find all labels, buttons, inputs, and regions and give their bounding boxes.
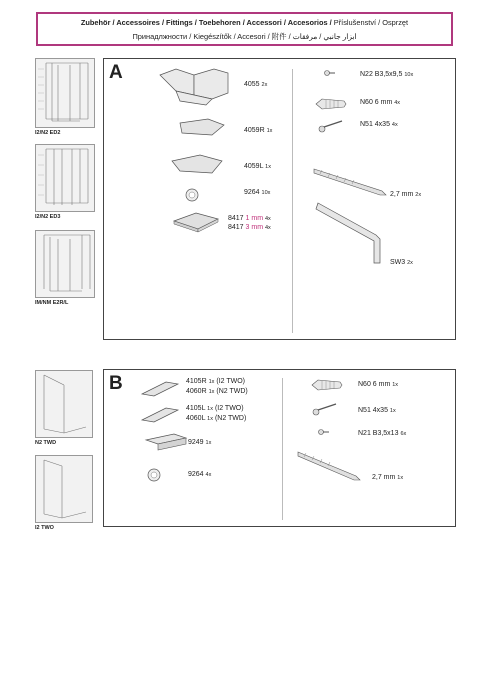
thumbnail-label: N2 TWD bbox=[35, 440, 57, 446]
part-label: 9264 4x bbox=[188, 471, 212, 478]
hardware-label: 2,7 mm 1x bbox=[372, 474, 404, 481]
profile-strip-icon bbox=[140, 406, 180, 424]
wall-plug-icon bbox=[310, 378, 344, 392]
wall-plug-icon bbox=[314, 97, 348, 111]
thumbnail-label: I2/N2 ED3 bbox=[35, 214, 61, 220]
part-label: 4059R 1x bbox=[244, 127, 273, 134]
hardware-label: N22 B3,5x9,5 10x bbox=[360, 71, 414, 78]
accessories-header bbox=[36, 12, 453, 46]
part-label: 9264 10x bbox=[244, 189, 271, 196]
thumbnail-label: I2 TWO bbox=[35, 525, 54, 531]
thumbnail-label: I2/N2 ED2 bbox=[35, 130, 61, 136]
part-label: 4105R 1x (I2 TWO) bbox=[186, 378, 246, 385]
screw-small-icon bbox=[324, 69, 336, 77]
part-label: 8417 1 mm 4x bbox=[228, 215, 271, 222]
seal-strip-right-icon bbox=[178, 117, 226, 137]
panel-a bbox=[103, 58, 456, 340]
seal-strip-left-icon bbox=[170, 153, 224, 175]
hardware-label: N21 B3,5x13 6x bbox=[358, 430, 407, 437]
hardware-label: N60 6 mm 4x bbox=[360, 99, 401, 106]
part-label: 4060R 1x (N2 TWD) bbox=[186, 388, 248, 395]
bracket-icon bbox=[144, 432, 188, 452]
thumbnail-shower-e2r bbox=[35, 230, 95, 298]
panel-b-divider bbox=[282, 378, 283, 520]
drill-bit-icon bbox=[312, 165, 390, 199]
cap-icon bbox=[184, 187, 200, 203]
hardware-label: N51 4x35 1x bbox=[358, 407, 396, 414]
hardware-label: N51 4x35 4x bbox=[360, 121, 398, 128]
corner-profile-icon bbox=[156, 65, 231, 107]
thumbnail-label: IM/NM E2R/L bbox=[35, 300, 69, 306]
thumbnail-shower-ed3 bbox=[35, 144, 95, 212]
thumbnail-shower-i2two bbox=[35, 455, 93, 523]
thumbnail-shower-n2twd bbox=[35, 370, 93, 438]
header-bold-text: Zubehör / Accessoires / Fittings / Toebehoren / Accessori / Accesorios / bbox=[80, 18, 332, 27]
profile-strip-icon bbox=[140, 380, 180, 398]
screw-long-icon bbox=[318, 119, 344, 133]
hardware-label: N60 6 mm 1x bbox=[358, 381, 399, 388]
panel-b bbox=[103, 369, 456, 527]
drill-bit-icon bbox=[296, 448, 364, 484]
part-label: 4060L 1x (N2 TWD) bbox=[186, 415, 247, 422]
spacer-plate-icon bbox=[172, 211, 220, 233]
header-line-2: Принадлжности / Kiegészítők / Accesori / 附件 / ابزار جانبي / مرفقات bbox=[132, 32, 357, 41]
part-label: 4055 2x bbox=[244, 81, 268, 88]
panel-b-letter: B bbox=[109, 373, 123, 394]
panel-a-divider bbox=[292, 69, 293, 333]
hardware-label: SW3 2x bbox=[390, 259, 413, 266]
allen-key-icon bbox=[314, 199, 394, 267]
part-label: 9249 1x bbox=[188, 439, 212, 446]
header-rest-text: Příslušenství / Osprzęt bbox=[331, 18, 409, 27]
screw-long-icon bbox=[312, 402, 338, 416]
panel-a-letter: A bbox=[109, 62, 123, 83]
part-label: 4059L 1x bbox=[244, 163, 271, 170]
header-line-1 bbox=[38, 18, 451, 27]
part-label: 4105L 1x (I2 TWO) bbox=[186, 405, 244, 412]
cap-icon bbox=[146, 467, 162, 483]
hardware-label: 2,7 mm 2x bbox=[390, 191, 422, 198]
thumbnail-shower-ed2 bbox=[35, 58, 95, 128]
screw-small-icon bbox=[318, 428, 330, 436]
part-label: 8417 3 mm 4x bbox=[228, 224, 271, 231]
